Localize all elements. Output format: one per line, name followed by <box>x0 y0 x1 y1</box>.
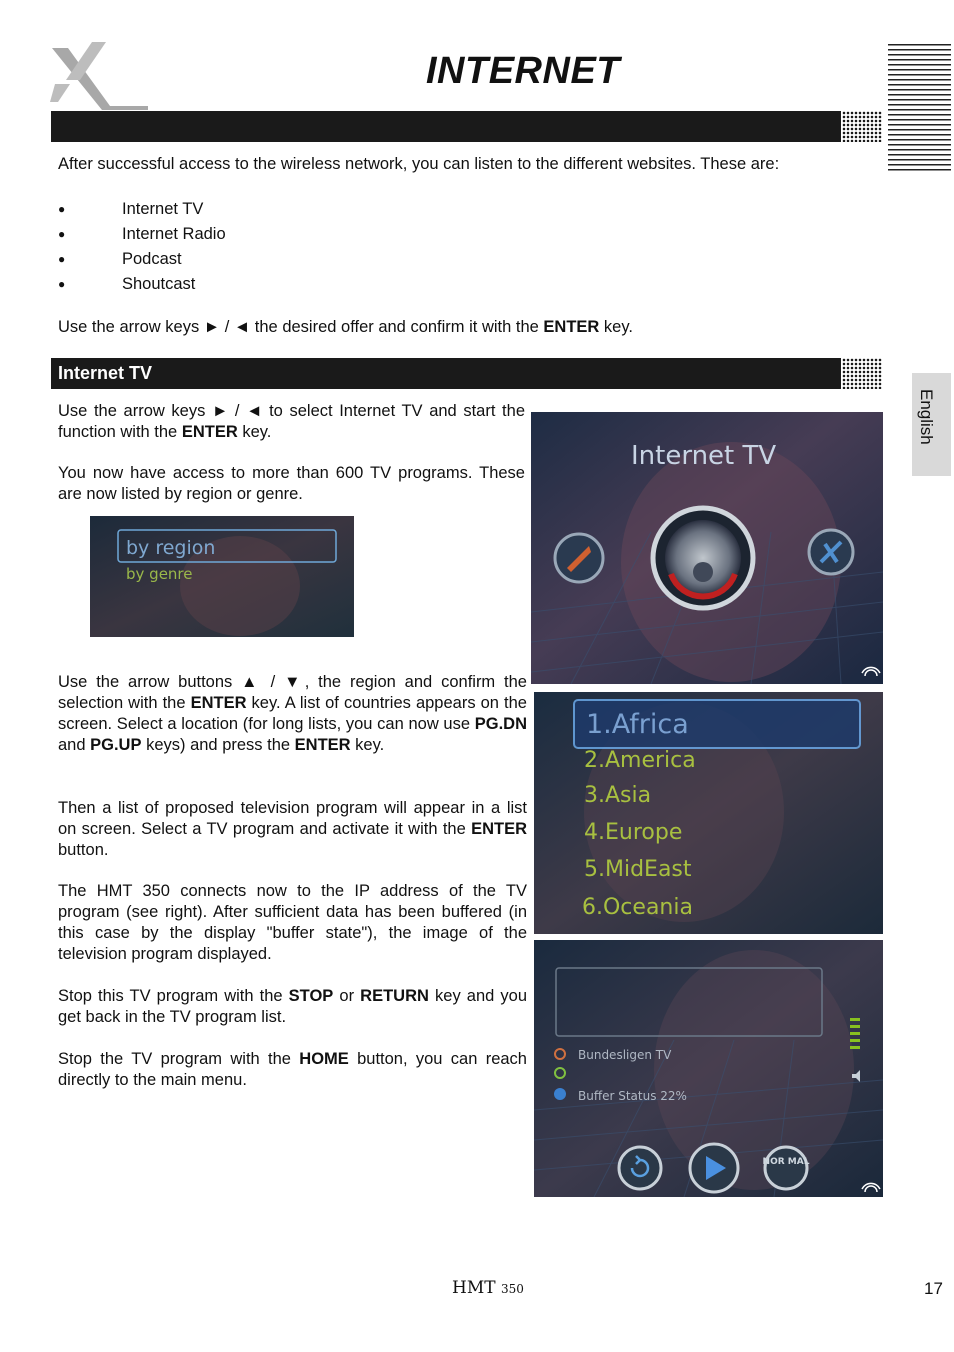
paragraph-program-list: Then a list of proposed television program will appear in a list on screen. Select a TV program and activate it with the ENTER button. <box>58 799 527 859</box>
list-item: ● Internet TV <box>58 199 226 224</box>
arrow-instruction: Use the arrow keys ► / ◄ the desired offer and confirm it with the ENTER key. <box>58 318 633 336</box>
region-genre-screenshot <box>90 516 354 637</box>
bar-dots-pattern <box>842 111 882 142</box>
region-list-screenshot <box>534 692 883 934</box>
by-region-label: by region <box>126 537 216 559</box>
region-item: 4.Europe <box>584 820 683 845</box>
paragraph-select: Use the arrow keys ► / ◄ to select Internet TV and start the function with the ENTER key. <box>58 402 525 441</box>
internet-tv-screenshot <box>531 412 883 684</box>
region-item: 5.MidEast <box>584 857 692 882</box>
intro-text: After successful access to the wireless network, you can listen to the different websites. These are: <box>58 155 780 173</box>
region-item-selected: 1.Africa <box>586 709 689 740</box>
buffer-status: Buffer Status 22% <box>578 1089 687 1103</box>
header-bar <box>51 111 841 142</box>
list-item: ● Podcast <box>58 249 226 274</box>
page-title: INTERNET <box>426 50 620 92</box>
region-item: 2.America <box>584 748 696 773</box>
player-screenshot <box>534 940 883 1197</box>
footer-model: HMT 350 <box>452 1278 524 1298</box>
list-item: ● Internet Radio <box>58 224 226 249</box>
paragraph-stop: Stop this TV program with the STOP or RETURN key and you get back in the TV program list. <box>58 987 528 1026</box>
paragraph-home: Stop the TV program with the HOME button, you can reach directly to the main menu. <box>58 1050 527 1089</box>
website-list <box>58 199 226 299</box>
paragraph-access: You now have access to more than 600 TV programs. These are now listed by region or genre. <box>58 464 525 503</box>
bar-dots-pattern <box>842 358 882 389</box>
region-item: 3.Asia <box>584 783 652 808</box>
language-tab: English <box>912 373 951 476</box>
normal-mode-button: NOR MAL <box>762 1157 810 1167</box>
screen-title: Internet TV <box>631 441 777 471</box>
decorative-stripes <box>888 44 951 172</box>
paragraph-region: Use the arrow buttons ▲ / ▼, the region and confirm the selection with the ENTER key. A list of countries appears on the screen. Select a location (for long lists, you can now use PG.DN and PG.UP keys) and press the ENTER key. <box>58 673 527 754</box>
by-genre-label: by genre <box>126 565 193 583</box>
paragraph-connect: The HMT 350 connects now to the IP address of the TV program (see right). After sufficient data has been buffered (in this case by the display "buffer state"), the image of the television program displayed. <box>58 882 527 963</box>
page-number: 17 <box>924 1279 943 1298</box>
channel-name: Bundesligen TV <box>578 1048 672 1062</box>
region-item: 6.Oceania <box>582 895 693 920</box>
section-heading: Internet TV <box>51 358 841 389</box>
list-item: ● Shoutcast <box>58 274 226 299</box>
brand-logo <box>50 40 150 110</box>
